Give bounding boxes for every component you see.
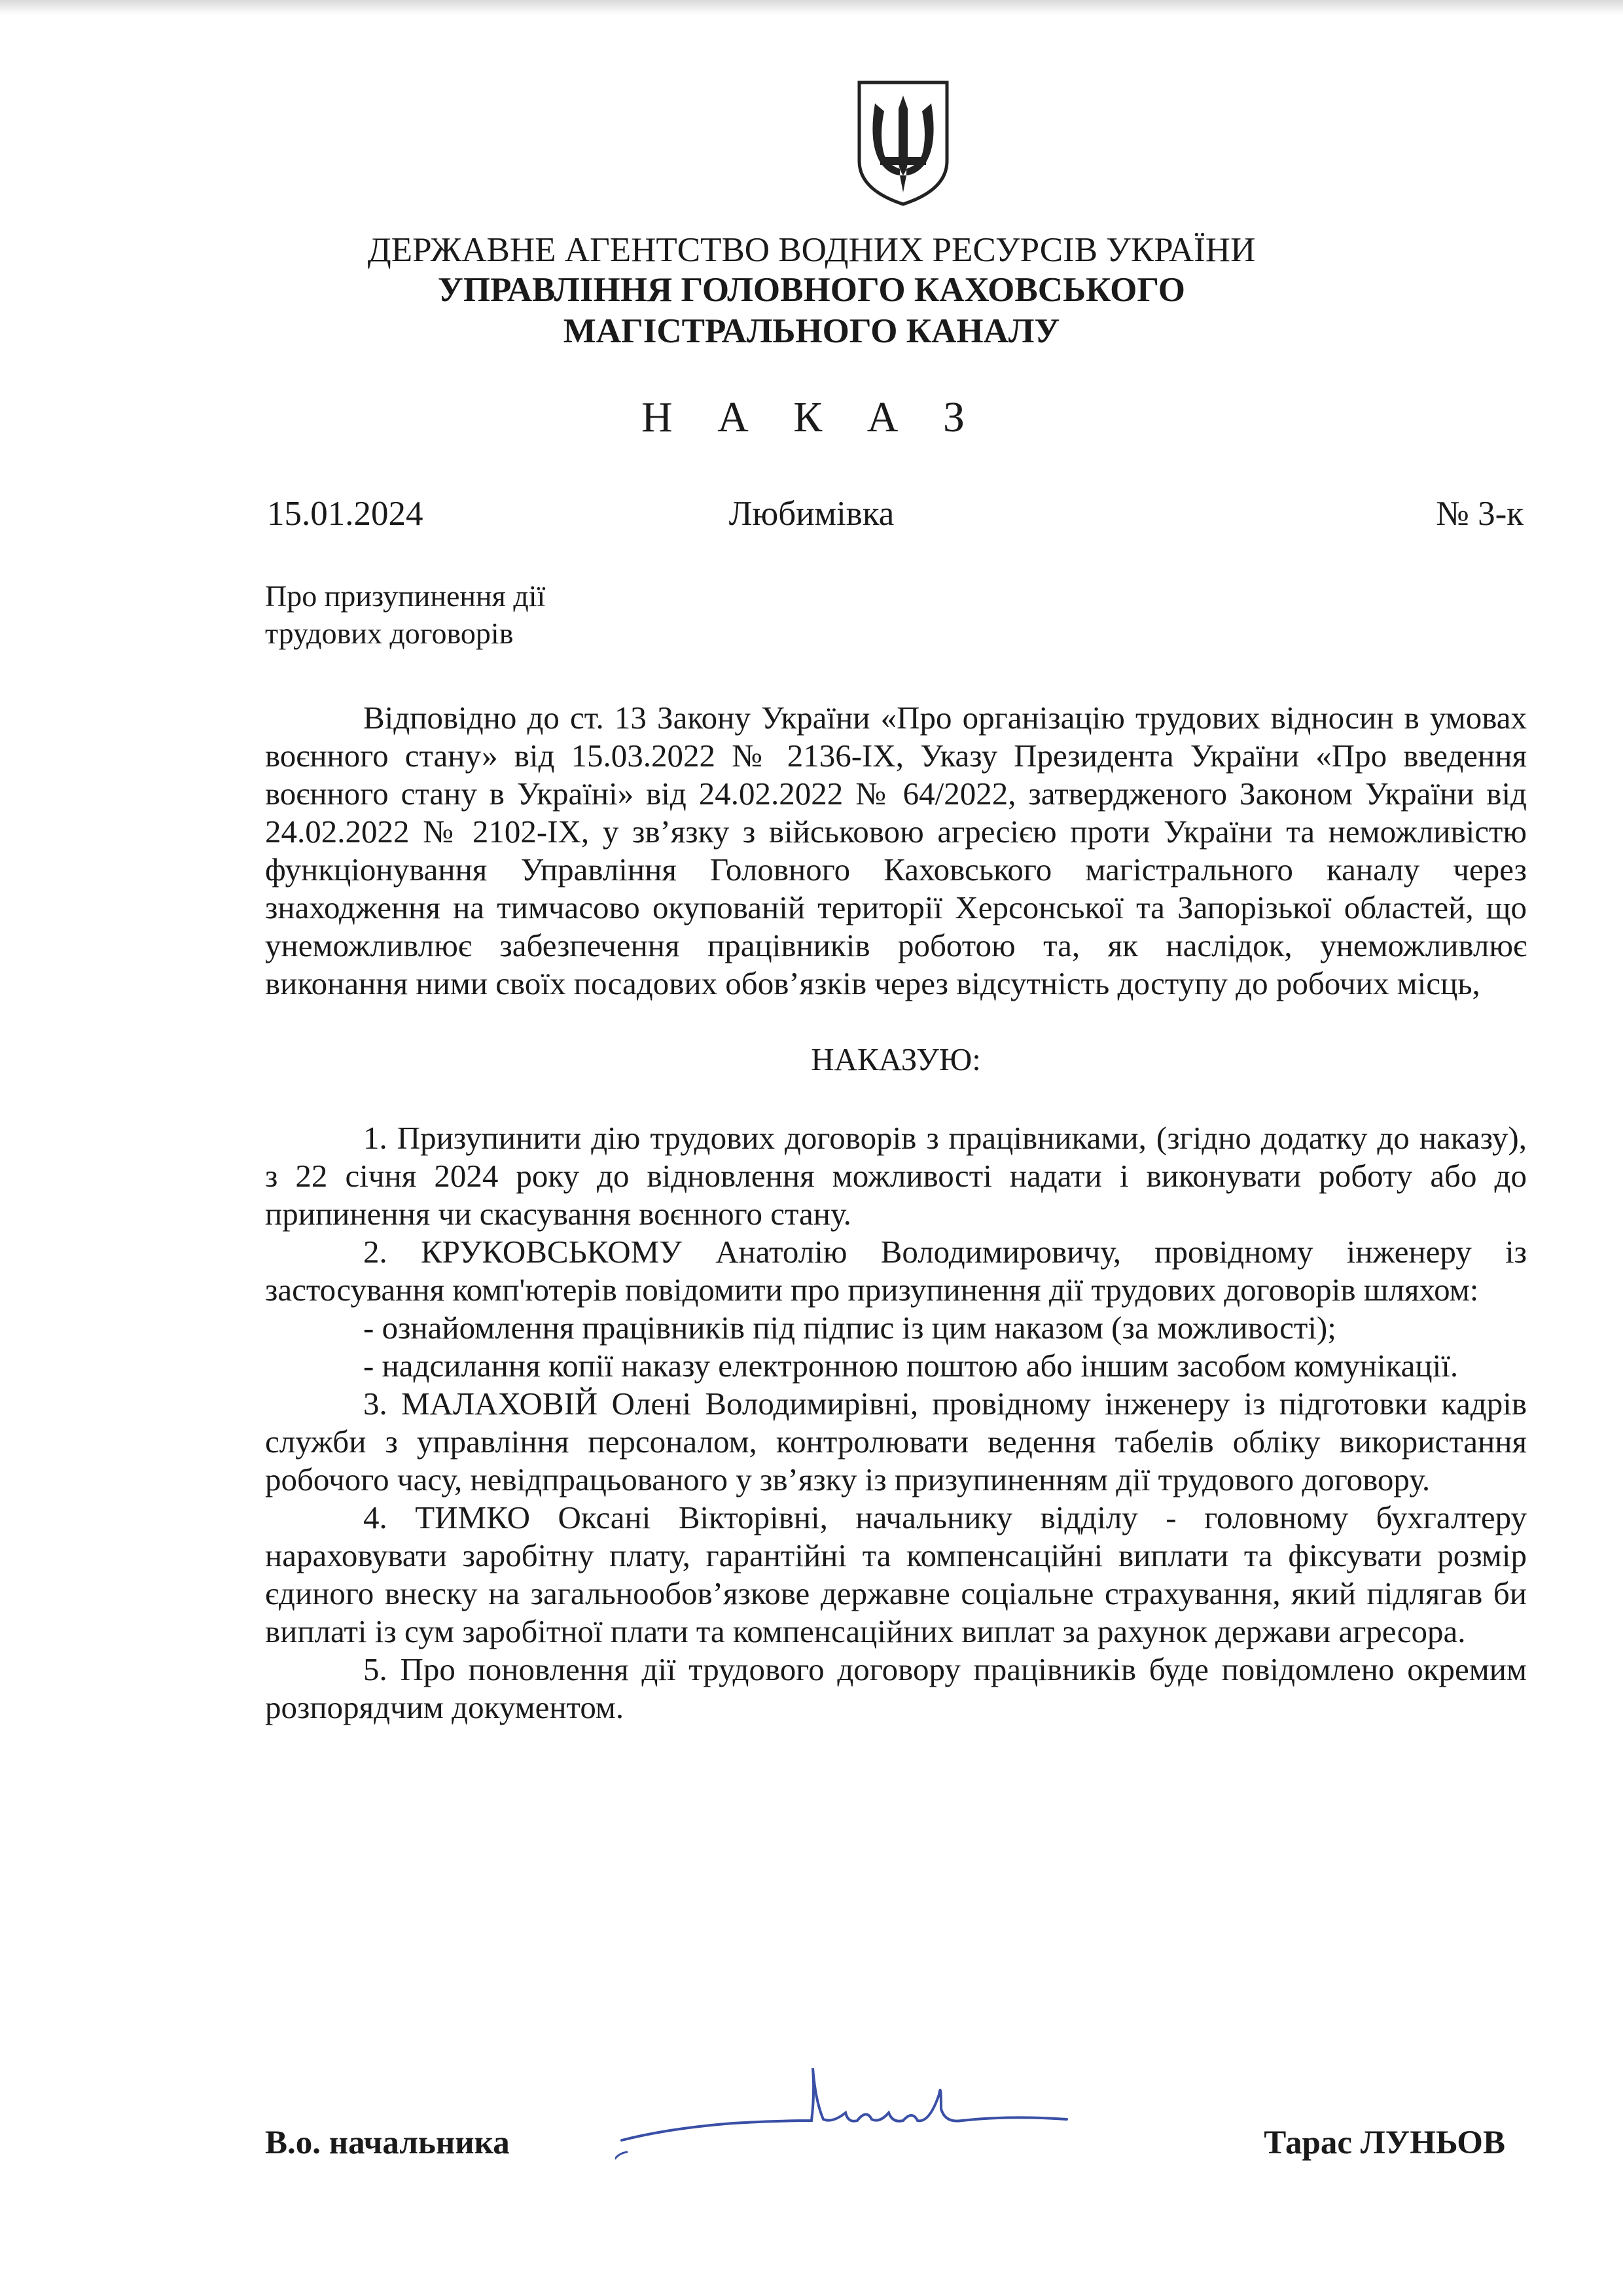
document-type: Н А К А З (641, 393, 982, 441)
subject-line-1: Про призупинення дії (265, 579, 546, 613)
coat-of-arms-icon (854, 77, 952, 208)
decree-word: НАКАЗУЮ: (811, 1041, 981, 1077)
signer-position: В.о. начальника (265, 2125, 510, 2161)
preamble-paragraph: Відповідно до ст. 13 Закону України «Про організацію трудових відносин в умовах воєнного стану» від 15.03.2022 № 2136-IX, Указу Президента України «Про введення воєнного стану в Україні» від 24.02.2022 № 64/2022, затвердженого Законом України від 24.02.2022 № 2102-IX, у зв’язку з військовою агресією проти України та неможливістю функціонування Управління Головного Каховського магістрального каналу через знаходження на тимчасово окупованій території Херсонської та Запорізької областей, що унеможливлює забезпечення працівників роботою та, як наслідок, унеможливлює виконання ними своїх посадових обов’язків через відсутність доступу до робочих місць, (265, 700, 1527, 1001)
agency-name: ДЕРЖАВНЕ АГЕНТСТВО ВОДНИХ РЕСУРСІВ УКРАЇНИ (367, 231, 1256, 269)
signer-name: Тарас ЛУНЬОВ (1264, 2125, 1505, 2161)
order-item-1: 1. Призупинити дію трудових договорів з працівниками, (згідно додатку до наказу), з 22 січня 2024 року до відновлення можливості надати і виконувати роботу або до припинення чи скасування воєнного стану. (265, 1120, 1527, 1232)
order-item-2-subitem-b: - надсилання копії наказу електронною поштою або іншим засобом комунікації. (363, 1348, 1459, 1384)
order-item-2: 2. КРУКОВСЬКОМУ Анатолію Володимировичу, провідному інженеру із застосування комп'ютерів повідомити про призупинення дії трудових договорів шляхом: (265, 1234, 1527, 1308)
document-body (265, 699, 1527, 1727)
scan-edge-shadow (0, 0, 1623, 14)
document-subject (265, 577, 723, 652)
directorate-name: УПРАВЛІННЯ ГОЛОВНОГО КАХОВСЬКОГО МАГІСТРАЛЬНОГО КАНАЛУ (438, 271, 1185, 350)
order-item-2-subitem-a: - ознайомлення працівників під підпис із цим наказом (за можливості); (363, 1310, 1336, 1346)
document-date: 15.01.2024 (267, 495, 423, 533)
handwritten-signature (615, 2055, 1086, 2173)
order-item-4: 4. ТИМКО Оксані Вікторівні, начальнику відділу - головному бухгалтеру нараховувати заробітну плату, гарантійні та компенсаційні виплати та фіксувати розмір єдиного внеску на загальнообов’язкове державне соціальне страхування, який підлягав би виплаті із сум заробітної плати та компенсаційних виплат за рахунок держави агресора. (265, 1499, 1527, 1649)
order-item-5: 5. Про поновлення дії трудового договору працівників буде повідомлено окремим розпорядчим документом. (265, 1651, 1527, 1725)
order-item-3: 3. МАЛАХОВІЙ Олені Володимирівні, провідному інженеру із підготовки кадрів служби з управління персоналом, контролювати ведення табелів обліку використання робочого часу, невідпрацьованого у зв’язку із призупиненням дії трудового договору. (265, 1386, 1527, 1498)
subject-line-2: трудових договорів (265, 617, 514, 650)
document-number: № 3-к (1436, 495, 1524, 533)
document-place: Любимівка (728, 495, 895, 533)
